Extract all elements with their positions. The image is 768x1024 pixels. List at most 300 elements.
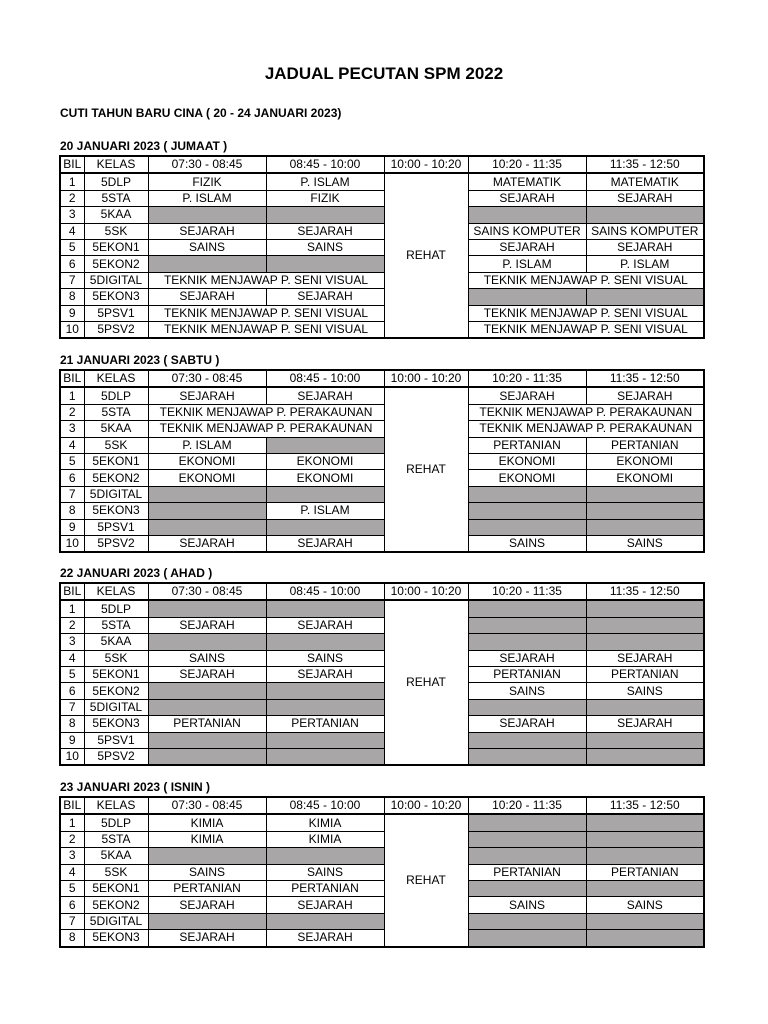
cell-empty <box>586 486 704 502</box>
cell-bil: 2 <box>60 404 84 420</box>
cell-subject: MATEMATIK <box>468 173 586 190</box>
cell-empty <box>468 732 586 748</box>
cell-empty <box>468 699 586 715</box>
cell-subject: FIZIK <box>148 173 266 190</box>
cell-subject: PERTANIAN <box>468 864 586 880</box>
cell-kelas: 5KAA <box>84 207 148 223</box>
header-slot-2: 08:45 - 10:00 <box>266 583 384 600</box>
cell-bil: 9 <box>60 732 84 748</box>
cell-subject: EKONOMI <box>468 470 586 486</box>
cell-empty <box>586 617 704 633</box>
cell-empty <box>586 930 704 947</box>
cell-empty <box>468 814 586 831</box>
cell-subject: SEJARAH <box>266 617 384 633</box>
cell-empty <box>266 732 384 748</box>
cell-bil: 6 <box>60 470 84 486</box>
cell-kelas: 5KAA <box>84 848 148 864</box>
cell-bil: 4 <box>60 223 84 239</box>
cell-subject: SAINS <box>266 239 384 255</box>
cell-kelas: 5DLP <box>84 600 148 617</box>
cell-bil: 10 <box>60 748 84 765</box>
cell-subject: TEKNIK MENJAWAP P. SENI VISUAL <box>148 305 384 321</box>
cell-subject: TEKNIK MENJAWAP P. SENI VISUAL <box>148 272 384 288</box>
cell-subject: SEJARAH <box>266 387 384 404</box>
cell-bil: 2 <box>60 617 84 633</box>
cell-kelas: 5STA <box>84 404 148 420</box>
header-slot-4: 11:35 - 12:50 <box>586 797 704 814</box>
cell-kelas: 5EKON1 <box>84 453 148 469</box>
break-cell: REHAT <box>384 814 468 946</box>
cell-kelas: 5EKON3 <box>84 503 148 519</box>
cell-empty <box>148 256 266 272</box>
cell-kelas: 5PSV1 <box>84 305 148 321</box>
cell-kelas: 5PSV2 <box>84 535 148 552</box>
cell-kelas: 5DLP <box>84 173 148 190</box>
header-row <box>60 583 704 600</box>
cell-subject: PERTANIAN <box>468 437 586 453</box>
cell-empty <box>266 683 384 699</box>
page-subtitle: CUTI TAHUN BARU CINA ( 20 - 24 JANUARI 2023) <box>60 106 342 120</box>
cell-kelas: 5EKON2 <box>84 683 148 699</box>
cell-empty <box>468 617 586 633</box>
header-slot-3: 10:20 - 11:35 <box>468 583 586 600</box>
header-break: 10:00 - 10:20 <box>384 156 468 173</box>
cell-empty <box>468 289 586 305</box>
cell-kelas: 5DIGITAL <box>84 913 148 929</box>
cell-empty <box>586 913 704 929</box>
cell-empty <box>468 831 586 847</box>
cell-subject: SEJARAH <box>148 387 266 404</box>
cell-subject: P. ISLAM <box>266 173 384 190</box>
header-row <box>60 797 704 814</box>
cell-subject: EKONOMI <box>266 453 384 469</box>
cell-bil: 6 <box>60 256 84 272</box>
cell-empty <box>586 503 704 519</box>
header-slot-2: 08:45 - 10:00 <box>266 370 384 387</box>
table-row <box>60 321 704 338</box>
cell-bil: 4 <box>60 650 84 666</box>
cell-bil: 10 <box>60 321 84 338</box>
table-row <box>60 848 704 864</box>
table-row <box>60 256 704 272</box>
cell-empty <box>266 634 384 650</box>
cell-bil: 9 <box>60 519 84 535</box>
header-slot-4: 11:35 - 12:50 <box>586 583 704 600</box>
cell-subject: SEJARAH <box>468 239 586 255</box>
cell-empty <box>148 848 266 864</box>
table-row <box>60 732 704 748</box>
cell-empty <box>468 503 586 519</box>
cell-empty <box>148 207 266 223</box>
cell-empty <box>266 600 384 617</box>
table-row <box>60 519 704 535</box>
cell-subject: SEJARAH <box>148 535 266 552</box>
cell-subject: TEKNIK MENJAWAP P. PERAKAUNAN <box>468 404 704 420</box>
cell-bil: 1 <box>60 173 84 190</box>
cell-subject: SAINS <box>266 650 384 666</box>
cell-kelas: 5EKON1 <box>84 666 148 682</box>
cell-bil: 3 <box>60 848 84 864</box>
table-row <box>60 617 704 633</box>
cell-subject: SAINS <box>468 897 586 913</box>
cell-bil: 2 <box>60 190 84 206</box>
cell-subject: P. ISLAM <box>148 190 266 206</box>
cell-empty <box>468 207 586 223</box>
cell-empty <box>148 683 266 699</box>
cell-subject: PERTANIAN <box>586 437 704 453</box>
table-row <box>60 190 704 206</box>
cell-subject: PERTANIAN <box>266 716 384 732</box>
cell-bil: 1 <box>60 600 84 617</box>
cell-empty <box>468 913 586 929</box>
table-row <box>60 173 704 190</box>
header-bil: BIL <box>60 583 84 600</box>
header-break: 10:00 - 10:20 <box>384 370 468 387</box>
cell-empty <box>148 634 266 650</box>
cell-subject: KIMIA <box>148 831 266 847</box>
table-row <box>60 535 704 552</box>
table-row <box>60 650 704 666</box>
table-row <box>60 864 704 880</box>
cell-subject: PERTANIAN <box>586 666 704 682</box>
header-slot-2: 08:45 - 10:00 <box>266 156 384 173</box>
cell-bil: 2 <box>60 831 84 847</box>
cell-subject: SAINS <box>586 535 704 552</box>
cell-kelas: 5SK <box>84 864 148 880</box>
table-row <box>60 437 704 453</box>
cell-kelas: 5PSV2 <box>84 321 148 338</box>
cell-subject: P. ISLAM <box>586 256 704 272</box>
cell-empty <box>586 519 704 535</box>
table-row <box>60 305 704 321</box>
cell-subject: SAINS KOMPUTER <box>586 223 704 239</box>
cell-subject: SEJARAH <box>468 387 586 404</box>
cell-subject: SEJARAH <box>586 650 704 666</box>
table-row <box>60 486 704 502</box>
cell-bil: 1 <box>60 387 84 404</box>
cell-subject: EKONOMI <box>148 470 266 486</box>
cell-subject: SEJARAH <box>586 387 704 404</box>
schedule-table <box>59 796 705 948</box>
cell-bil: 3 <box>60 207 84 223</box>
cell-empty <box>148 699 266 715</box>
cell-subject: TEKNIK MENJAWAP P. PERAKAUNAN <box>468 421 704 437</box>
cell-empty <box>148 503 266 519</box>
cell-subject: SAINS <box>468 683 586 699</box>
cell-subject: SAINS <box>148 650 266 666</box>
break-cell: REHAT <box>384 600 468 765</box>
cell-subject: MATEMATIK <box>586 173 704 190</box>
header-row <box>60 156 704 173</box>
table-row <box>60 913 704 929</box>
cell-kelas: 5DIGITAL <box>84 272 148 288</box>
cell-subject: PERTANIAN <box>266 880 384 896</box>
table-row <box>60 831 704 847</box>
table-row <box>60 421 704 437</box>
cell-empty <box>266 913 384 929</box>
cell-empty <box>586 634 704 650</box>
cell-subject: SEJARAH <box>266 666 384 682</box>
table-row <box>60 600 704 617</box>
cell-bil: 6 <box>60 683 84 699</box>
cell-kelas: 5SK <box>84 223 148 239</box>
cell-empty <box>586 814 704 831</box>
cell-kelas: 5EKON3 <box>84 289 148 305</box>
cell-bil: 5 <box>60 666 84 682</box>
cell-bil: 6 <box>60 897 84 913</box>
cell-empty <box>468 748 586 765</box>
cell-subject: SAINS KOMPUTER <box>468 223 586 239</box>
header-slot-1: 07:30 - 08:45 <box>148 797 266 814</box>
break-cell: REHAT <box>384 173 468 338</box>
cell-subject: PERTANIAN <box>148 880 266 896</box>
header-slot-1: 07:30 - 08:45 <box>148 583 266 600</box>
cell-bil: 7 <box>60 486 84 502</box>
cell-bil: 1 <box>60 814 84 831</box>
cell-subject: EKONOMI <box>586 453 704 469</box>
cell-subject: SEJARAH <box>266 897 384 913</box>
cell-empty <box>148 748 266 765</box>
cell-subject: PERTANIAN <box>148 716 266 732</box>
cell-empty <box>266 699 384 715</box>
cell-subject: SAINS <box>148 239 266 255</box>
cell-kelas: 5KAA <box>84 421 148 437</box>
cell-subject: KIMIA <box>266 814 384 831</box>
cell-empty <box>148 486 266 502</box>
header-slot-3: 10:20 - 11:35 <box>468 156 586 173</box>
cell-subject: SEJARAH <box>148 289 266 305</box>
schedule-table <box>59 155 705 339</box>
cell-empty <box>468 848 586 864</box>
cell-kelas: 5EKON1 <box>84 239 148 255</box>
cell-empty <box>586 207 704 223</box>
cell-subject: TEKNIK MENJAWAP P. SENI VISUAL <box>468 305 704 321</box>
schedule-table <box>59 369 705 553</box>
cell-empty <box>468 600 586 617</box>
cell-subject: P. ISLAM <box>148 437 266 453</box>
table-row <box>60 880 704 896</box>
cell-kelas: 5EKON1 <box>84 880 148 896</box>
cell-subject: SAINS <box>586 683 704 699</box>
cell-empty <box>468 930 586 947</box>
day-heading: 23 JANUARI 2023 ( ISNIN ) <box>60 780 211 794</box>
cell-subject: SEJARAH <box>148 666 266 682</box>
cell-empty <box>586 732 704 748</box>
header-kelas: KELAS <box>84 583 148 600</box>
cell-subject: PERTANIAN <box>586 864 704 880</box>
table-row <box>60 897 704 913</box>
header-slot-1: 07:30 - 08:45 <box>148 156 266 173</box>
cell-subject: EKONOMI <box>266 470 384 486</box>
header-slot-4: 11:35 - 12:50 <box>586 156 704 173</box>
schedule-table <box>59 582 705 766</box>
cell-empty <box>586 848 704 864</box>
cell-kelas: 5DIGITAL <box>84 486 148 502</box>
header-slot-3: 10:20 - 11:35 <box>468 797 586 814</box>
table-row <box>60 470 704 486</box>
cell-empty <box>266 486 384 502</box>
cell-bil: 7 <box>60 699 84 715</box>
cell-empty <box>266 437 384 453</box>
table-row <box>60 207 704 223</box>
header-slot-1: 07:30 - 08:45 <box>148 370 266 387</box>
table-row <box>60 404 704 420</box>
header-bil: BIL <box>60 370 84 387</box>
cell-subject: SEJARAH <box>586 239 704 255</box>
table-row <box>60 503 704 519</box>
day-heading: 20 JANUARI 2023 ( JUMAAT ) <box>60 139 228 153</box>
cell-bil: 5 <box>60 880 84 896</box>
cell-empty <box>468 519 586 535</box>
cell-subject: KIMIA <box>148 814 266 831</box>
cell-subject: PERTANIAN <box>468 666 586 682</box>
cell-empty <box>468 634 586 650</box>
cell-subject: SEJARAH <box>266 930 384 947</box>
cell-empty <box>468 486 586 502</box>
header-row <box>60 370 704 387</box>
cell-kelas: 5PSV1 <box>84 519 148 535</box>
table-row <box>60 239 704 255</box>
cell-kelas: 5STA <box>84 617 148 633</box>
day-heading: 22 JANUARI 2023 ( AHAD ) <box>60 566 213 580</box>
header-break: 10:00 - 10:20 <box>384 797 468 814</box>
cell-subject: TEKNIK MENJAWAP P. PERAKAUNAN <box>148 421 384 437</box>
cell-subject: EKONOMI <box>586 470 704 486</box>
header-kelas: KELAS <box>84 370 148 387</box>
cell-empty <box>586 289 704 305</box>
cell-kelas: 5STA <box>84 190 148 206</box>
table-row <box>60 223 704 239</box>
cell-empty <box>586 880 704 896</box>
cell-bil: 4 <box>60 437 84 453</box>
cell-subject: SEJARAH <box>148 223 266 239</box>
cell-empty <box>586 600 704 617</box>
cell-bil: 3 <box>60 421 84 437</box>
table-row <box>60 666 704 682</box>
table-row <box>60 699 704 715</box>
cell-subject: TEKNIK MENJAWAP P. PERAKAUNAN <box>148 404 384 420</box>
cell-kelas: 5EKON3 <box>84 930 148 947</box>
header-kelas: KELAS <box>84 156 148 173</box>
cell-subject: P. ISLAM <box>468 256 586 272</box>
cell-bil: 3 <box>60 634 84 650</box>
cell-subject: SAINS <box>468 535 586 552</box>
cell-kelas: 5DLP <box>84 387 148 404</box>
cell-bil: 4 <box>60 864 84 880</box>
cell-empty <box>148 732 266 748</box>
cell-bil: 8 <box>60 289 84 305</box>
cell-empty <box>586 831 704 847</box>
cell-kelas: 5SK <box>84 650 148 666</box>
header-slot-2: 08:45 - 10:00 <box>266 797 384 814</box>
cell-subject: TEKNIK MENJAWAP P. SENI VISUAL <box>148 321 384 338</box>
header-bil: BIL <box>60 156 84 173</box>
cell-empty <box>148 913 266 929</box>
cell-kelas: 5KAA <box>84 634 148 650</box>
table-row <box>60 289 704 305</box>
cell-kelas: 5EKON3 <box>84 716 148 732</box>
cell-bil: 5 <box>60 453 84 469</box>
cell-empty <box>266 256 384 272</box>
header-slot-4: 11:35 - 12:50 <box>586 370 704 387</box>
cell-subject: SEJARAH <box>266 223 384 239</box>
cell-bil: 5 <box>60 239 84 255</box>
cell-empty <box>148 600 266 617</box>
cell-subject: SEJARAH <box>148 930 266 947</box>
cell-subject: FIZIK <box>266 190 384 206</box>
cell-kelas: 5PSV2 <box>84 748 148 765</box>
cell-bil: 8 <box>60 716 84 732</box>
cell-subject: SEJARAH <box>266 289 384 305</box>
cell-subject: EKONOMI <box>148 453 266 469</box>
cell-empty <box>148 519 266 535</box>
cell-bil: 7 <box>60 272 84 288</box>
cell-empty <box>266 748 384 765</box>
header-kelas: KELAS <box>84 797 148 814</box>
cell-kelas: 5EKON2 <box>84 256 148 272</box>
cell-kelas: 5PSV1 <box>84 732 148 748</box>
cell-kelas: 5STA <box>84 831 148 847</box>
day-heading: 21 JANUARI 2023 ( SABTU ) <box>60 353 220 367</box>
cell-kelas: 5EKON2 <box>84 470 148 486</box>
cell-empty <box>586 699 704 715</box>
cell-kelas: 5EKON2 <box>84 897 148 913</box>
cell-bil: 10 <box>60 535 84 552</box>
table-row <box>60 387 704 404</box>
cell-subject: SAINS <box>148 864 266 880</box>
cell-subject: SEJARAH <box>148 617 266 633</box>
cell-subject: SEJARAH <box>148 897 266 913</box>
cell-empty <box>586 748 704 765</box>
page-title: JADUAL PECUTAN SPM 2022 <box>264 64 504 83</box>
cell-bil: 9 <box>60 305 84 321</box>
cell-subject: SEJARAH <box>468 716 586 732</box>
cell-empty <box>266 207 384 223</box>
cell-subject: TEKNIK MENJAWAP P. SENI VISUAL <box>468 272 704 288</box>
cell-empty <box>266 519 384 535</box>
table-row <box>60 453 704 469</box>
table-row <box>60 930 704 947</box>
cell-subject: SAINS <box>266 864 384 880</box>
header-slot-3: 10:20 - 11:35 <box>468 370 586 387</box>
table-row <box>60 683 704 699</box>
cell-subject: EKONOMI <box>468 453 586 469</box>
cell-subject: KIMIA <box>266 831 384 847</box>
cell-bil: 7 <box>60 913 84 929</box>
cell-bil: 8 <box>60 503 84 519</box>
table-row <box>60 272 704 288</box>
cell-subject: SEJARAH <box>468 190 586 206</box>
cell-kelas: 5DIGITAL <box>84 699 148 715</box>
cell-subject: SEJARAH <box>586 190 704 206</box>
table-row <box>60 716 704 732</box>
header-bil: BIL <box>60 797 84 814</box>
cell-subject: SEJARAH <box>266 535 384 552</box>
cell-subject: P. ISLAM <box>266 503 384 519</box>
cell-bil: 8 <box>60 930 84 947</box>
cell-kelas: 5SK <box>84 437 148 453</box>
cell-empty <box>266 848 384 864</box>
table-row <box>60 814 704 831</box>
cell-subject: SAINS <box>586 897 704 913</box>
table-row <box>60 634 704 650</box>
cell-kelas: 5DLP <box>84 814 148 831</box>
cell-empty <box>468 880 586 896</box>
break-cell: REHAT <box>384 387 468 552</box>
table-row <box>60 748 704 765</box>
cell-subject: SEJARAH <box>468 650 586 666</box>
cell-subject: TEKNIK MENJAWAP P. SENI VISUAL <box>468 321 704 338</box>
